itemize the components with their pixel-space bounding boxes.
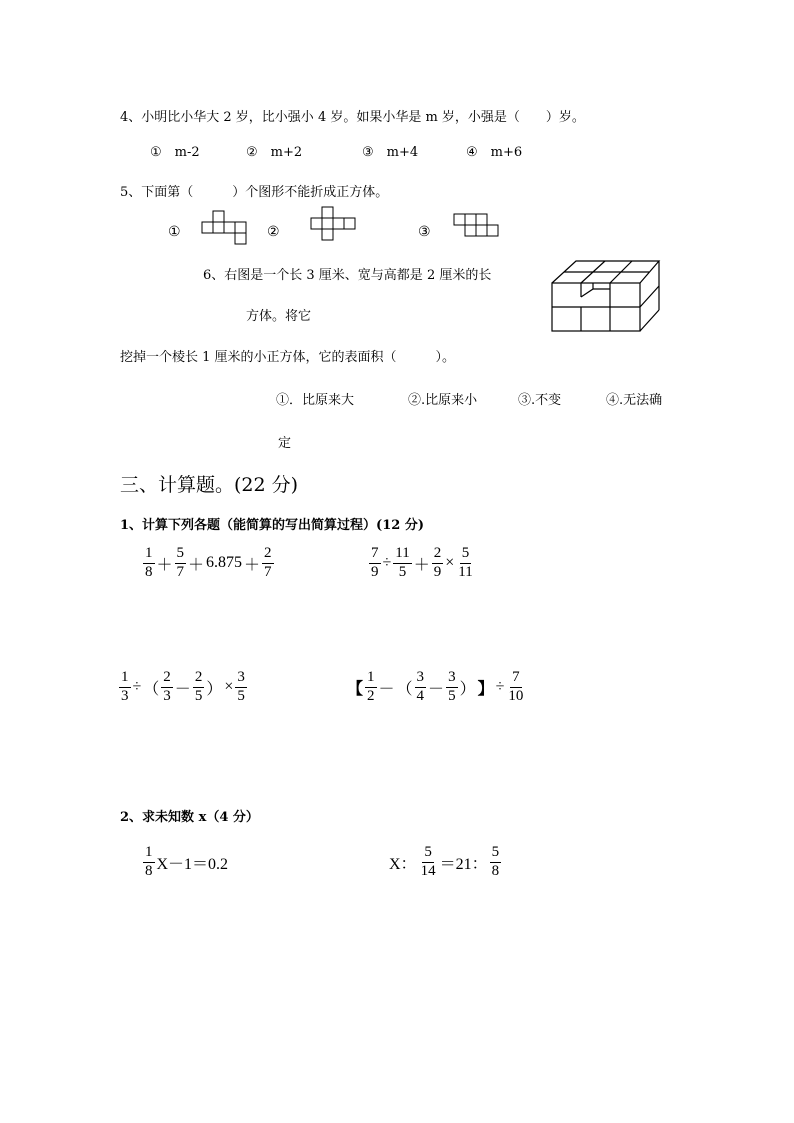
fraction: $\frac{2}{3}$ [163, 669, 171, 704]
fraction: $\frac{5}{11}$ [458, 545, 473, 580]
q4-option-3: ③ m+4 [362, 145, 419, 160]
cuboid-figure [548, 256, 666, 336]
fraction: $\frac{1}{2}$ [367, 669, 375, 704]
expression-2: $\frac{7}{9}$ ÷ $\frac{11}{5}$ ＋ $\frac{2}{9}$ × $\frac{5}{11}$ [371, 545, 473, 580]
fraction: $\frac{3}{4}$ [416, 669, 425, 704]
fraction: $\frac{2}{5}$ [194, 669, 203, 704]
q6-line-3: 挖掉一个棱长 1 厘米的小正方体，它的表面积（ ）。 [120, 350, 456, 365]
q6-option-2: ②.比原来小 [408, 393, 478, 408]
fraction: $\frac{5}{14}$ [420, 844, 436, 879]
fraction: $\frac{1}{3}$ [121, 669, 129, 704]
q6-line-1: 6、右图是一个长 3 厘米、宽与高都是 2 厘米的长 [203, 268, 492, 283]
expression-4: 【 $\frac{1}{2}$ － （ $\frac{3}{4}$ － $\frac{3}{5}$ ） 】 ÷ $\frac{7}{10}$ [347, 669, 524, 704]
q6-tail: 定 [278, 436, 292, 451]
fraction: $\frac{5}{7}$ [176, 545, 185, 580]
q4-option-4: ④ m+6 [466, 145, 523, 160]
expression-1: $\frac{1}{8}$ ＋ $\frac{5}{7}$ ＋ 6.875 ＋ $\frac{2}{7}$ [145, 545, 272, 580]
fraction: $\frac{3}{5}$ [237, 669, 245, 704]
fraction: $\frac{5}{8}$ [491, 844, 500, 879]
equation-2: X： $\frac{5}{14}$ ＝21： $\frac{5}{8}$ [389, 844, 500, 879]
q4-option-2: ② m+2 [246, 145, 303, 160]
cube-net-2 [308, 205, 368, 245]
q4-option-1: ① m-2 [150, 145, 200, 160]
q5-text: 5、下面第（ ）个图形不能折成正方体。 [120, 185, 389, 200]
fraction: $\frac{7}{9}$ [371, 545, 379, 580]
q5-marker-1: ① [168, 224, 181, 240]
cube-net-3 [452, 212, 512, 246]
q6-option-3: ③.不变 [518, 393, 562, 408]
q6-option-4: ④.无法确 [606, 393, 663, 408]
fraction: $\frac{2}{7}$ [264, 545, 272, 580]
section-3-title: 三、计算题。(22 分) [120, 474, 299, 496]
fraction: $\frac{2}{9}$ [433, 545, 442, 580]
fraction: $\frac{7}{10}$ [508, 669, 524, 704]
q4-text: 4、小明比小华大 2 岁，比小强小 4 岁。如果小华是 m 岁，小强是（ ）岁。 [120, 110, 585, 125]
q5-marker-3: ③ [418, 224, 431, 240]
fraction: $\frac{1}{8}$ [145, 545, 153, 580]
fraction: $\frac{3}{5}$ [448, 669, 456, 704]
cube-net-1 [200, 210, 260, 250]
section-3-part-1: 1、计算下列各题（能简算的写出简算过程）(12 分) [120, 518, 424, 533]
expression-3: $\frac{1}{3}$ ÷ （ $\frac{2}{3}$ － $\frac{2}{5}$ ） × $\frac{3}{5}$ [121, 669, 245, 704]
fraction: $\frac{1}{8}$ [145, 844, 153, 879]
q5-marker-2: ② [267, 224, 280, 240]
q6-line-2: 方体。将它 [246, 309, 312, 324]
section-3-part-2: 2、求未知数 x（4 分） [120, 810, 259, 825]
fraction: $\frac{11}{5}$ [395, 545, 410, 580]
q6-option-1: ①．比原来大 [276, 393, 355, 408]
equation-1: $\frac{1}{8}$ X－1＝0.2 [145, 844, 229, 879]
